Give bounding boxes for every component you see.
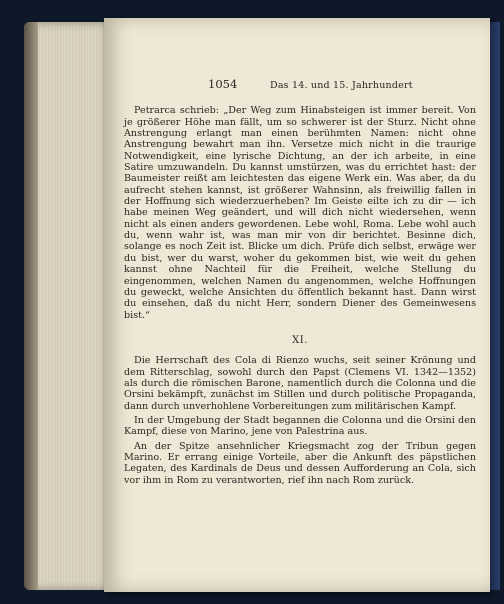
page-number: 1054 (208, 77, 238, 91)
book-cover-edge (490, 22, 500, 590)
body-paragraph: An der Spitze ansehnlicher Kriegsmacht zog der Tribun gegen Marino. Er errang einige Vorteile, aber die Ankunft des päpstlichen Legaten, des Kardinals de Deus und dessen Aufforderung an Cola, sich vor ihm in Rom zu verantworten, rief ihn nach Rom zurück. (124, 440, 476, 486)
body-paragraph: Die Herrschaft des Cola di Rienzo wuchs, seit seiner Krönung und dem Ritterschlag, sowohl durch den Papst (Clemens VI. 1342—1352) als durch die römischen Barone, namentlich durch die Colonna und die Orsini bekämpft, zunächst im Stillen und durch politische Propaganda, dann durch unverhohlene Vorbereitungen zum militärischen Kampf. (124, 355, 476, 412)
chapter-heading: XI. (292, 334, 308, 346)
body-paragraph: In der Umgebung der Stadt begannen die Colonna und die Orsini den Kampf, diese von Marino, jene von Palestrina aus. (124, 414, 476, 438)
running-head: Das 14. und 15. Jahrhundert (270, 80, 413, 91)
book-page-edges (24, 22, 106, 590)
page-header (120, 77, 476, 91)
quote-paragraph: Petrarca schrieb: „Der Weg zum Hinabsteigen ist immer bereit. Von je größerer Höhe man fällt, um so schwerer ist der Sturz. Nicht ohne Anstrengung erlangt man einen berühmten Namen: nicht ohne Anstrengung bewahrt man ihn. Versetze mich nicht in die traurige Notwendigkeit, eine lyrische Dichtung, an der ich arbeite, in eine Satire umzuwandeln. Du kannst umstürzen, was du errichtet hast: der Baumeister reißt am leichtesten das eigene Werk ein. Was aber, da du aufrecht stehen kannst, ist größerer Wahnsinn, als freiwillig fallen in der Hoffnung sich wiederzuerheben? Im Geiste eilte ich zu dir — ich habe meinen Weg geändert, und will dich nicht wiedersehen, wenn nicht als einen anders gewordenen. Lebe wohl, Roma. Lebe wohl auch du, wenn wahr ist, was man mir von dir berichtet. Besinne dich, solange es noch Zeit ist. Blicke um dich. Prüfe dich selbst, erwäge wer du bist, wer du warst, woher du gekommen bist, wie weit du gehen kannst ohne Nachteil für die Freiheit, welche Stellung du eingenommen, welchen Namen du angenommen, welche Hoffnungen du geweckt, welche Ansichten du öffentlich bekannt hast. Dann wirst du einsehen, daß du nicht Herr, sondern Diener des Gemeinwesens bist.“ (124, 105, 476, 321)
page-content (120, 105, 476, 486)
page-text-block (120, 77, 476, 486)
